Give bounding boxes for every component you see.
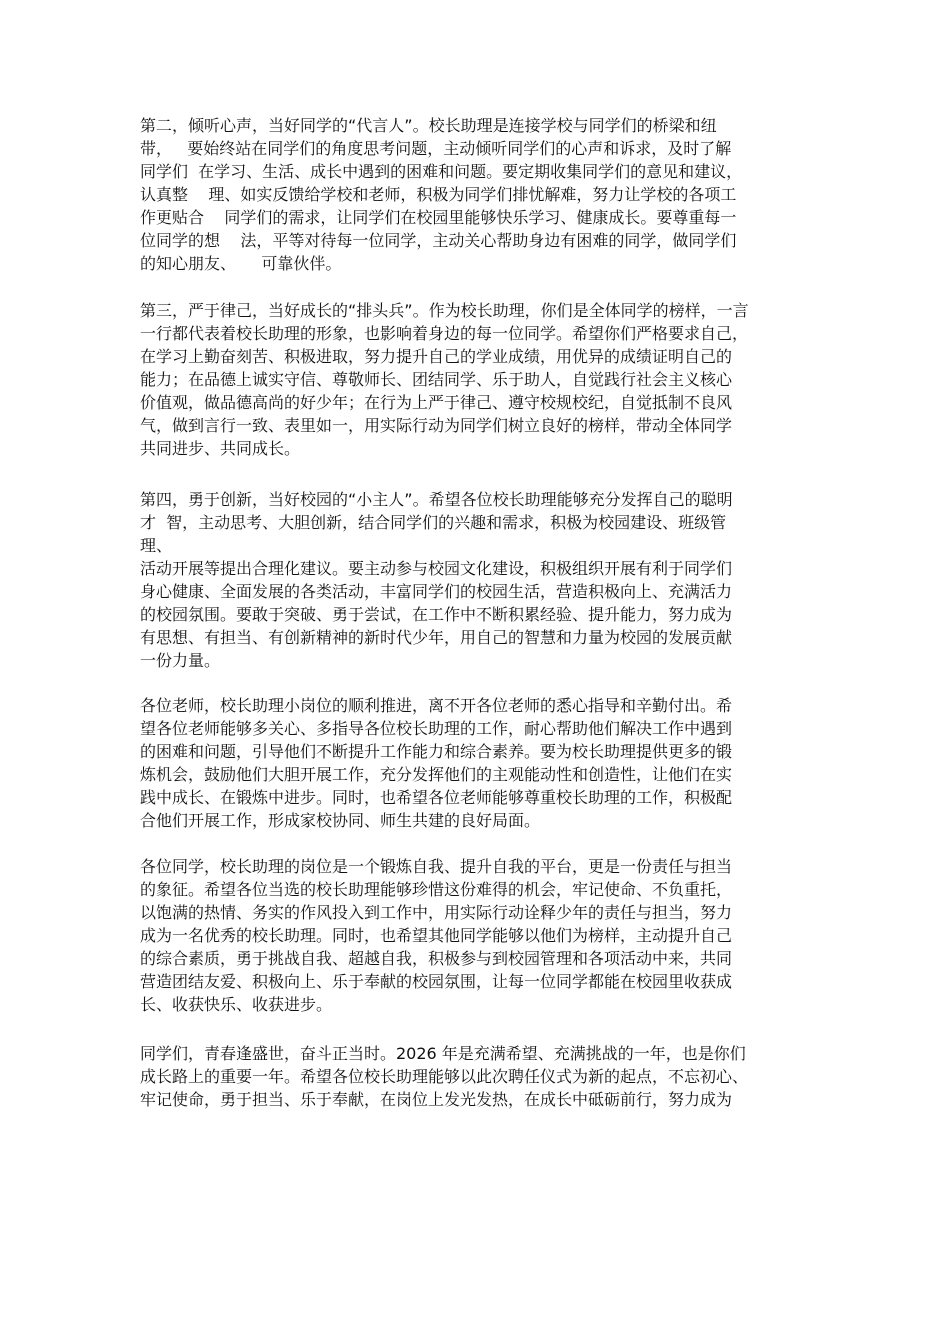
text-line: 才 智，主动思考、大胆创新，结合同学们的兴趣和需求，积极为校园建设、班级管 (140, 513, 727, 532)
text-line: 一行都代表着校长助理的形象，也影响着身边的每一位同学。希望你们严格要求自己， (140, 324, 749, 343)
text-line: 长、收获快乐、收获进步。 (140, 995, 333, 1014)
paragraph-innovate (140, 488, 733, 672)
text-line: 位同学的想 法，平等对待每一位同学，主动关心帮助身边有困难的同学，做同学们 (140, 231, 737, 250)
text-line: 有思想、有担当、有创新精神的新时代少年，用自己的智慧和力量为校园的发展贡献 (140, 628, 733, 647)
paragraph-listen (140, 114, 742, 275)
text-line: 同学们，青春逢盛世，奋斗正当时。2026 年是充满希望、充满挑战的一年，也是你们 (140, 1044, 746, 1063)
text-line: 在学习上勤奋刻苦、积极进取，努力提升自己的学业成绩，用优异的成绩证明自己的 (140, 347, 733, 366)
paragraph-teachers (140, 694, 732, 832)
paragraph-students (140, 855, 732, 1016)
text-line: 第二，倾听心声，当好同学的“代言人”。校长助理是连接学校与同学们的桥梁和纽 (140, 116, 717, 135)
text-line: 合他们开展工作，形成家校协同、师生共建的良好局面。 (140, 811, 541, 830)
text-line: 气，做到言行一致、表里如一，用实际行动为同学们树立良好的榜样，带动全体同学 (140, 416, 733, 435)
text-line: 各位老师，校长助理小岗位的顺利推进，离不开各位老师的悉心指导和辛勤付出。希 (140, 696, 733, 715)
text-line: 理、 (140, 536, 173, 555)
text-line: 成长路上的重要一年。希望各位校长助理能够以此次聘任仪式为新的起点，不忘初心、 (140, 1067, 749, 1086)
text-line: 的象征。希望各位当选的校长助理能够珍惜这份难得的机会，牢记使命、不负重托， (140, 880, 733, 899)
text-line: 共同进步、共同成长。 (140, 439, 301, 458)
text-line: 望各位老师能够多关心、多指导各位校长助理的工作，耐心帮助他们解决工作中遇到 (140, 719, 733, 738)
text-line: 的知心朋友、 可靠伙伴。 (140, 254, 342, 273)
text-line: 活动开展等提出合理化建议。要主动参与校园文化建设，积极组织开展有利于同学们 (140, 559, 733, 578)
text-line: 践中成长、在锻炼中进步。同时，也希望各位老师能够尊重校长助理的工作，积极配 (140, 788, 733, 807)
text-line: 营造团结友爱、积极向上、乐于奉献的校园氛围，让每一位同学都能在校园里收获成 (140, 972, 733, 991)
text-line: 各位同学，校长助理的岗位是一个锻炼自我、提升自我的平台，更是一份责任与担当 (140, 857, 733, 876)
text-line: 作更贴合 同学们的需求，让同学们在校园里能够快乐学习、健康成长。要尊重每一 (140, 208, 737, 227)
text-line: 以饱满的热情、务实的作风投入到工作中，用实际行动诠释少年的责任与担当，努力 (140, 903, 733, 922)
text-line: 身心健康、全面发展的各类活动，丰富同学们的校园生活，营造积极向上、充满活力 (140, 582, 733, 601)
text-line: 炼机会，鼓励他们大胆开展工作，充分发挥他们的主观能动性和创造性，让他们在实 (140, 765, 733, 784)
text-line: 认真整 理、如实反馈给学校和老师，积极为同学们排忧解难，努力让学校的各项工 (140, 185, 737, 204)
paragraph-discipline (140, 299, 749, 460)
text-line: 同学们 在学习、生活、成长中遇到的困难和问题。要定期收集同学们的意见和建议， (140, 162, 743, 181)
text-line: 的困难和问题，引导他们不断提升工作能力和综合素养。要为校长助理提供更多的锻 (140, 742, 733, 761)
text-line: 第三，严于律己，当好成长的“排头兵”。作为校长助理，你们是全体同学的榜样，一言 (140, 301, 749, 320)
paragraph-closing (140, 1042, 748, 1111)
text-line: 的校园氛围。要敢于突破、勇于尝试，在工作中不断积累经验、提升能力，努力成为 (140, 605, 733, 624)
text-line: 带， 要始终站在同学们的角度思考问题，主动倾听同学们的心声和诉求，及时了解 (140, 139, 732, 158)
text-line: 能力；在品德上诚实守信、尊敬师长、团结同学、乐于助人，自觉践行社会主义核心 (140, 370, 733, 389)
text-line: 的综合素质，勇于挑战自我、超越自我，积极参与到校园管理和各项活动中来，共同 (140, 949, 733, 968)
text-line: 第四，勇于创新，当好校园的“小主人”。希望各位校长助理能够充分发挥自己的聪明 (140, 490, 733, 509)
text-line: 一份力量。 (140, 651, 221, 670)
text-line: 成为一名优秀的校长助理。同时，也希望其他同学能够以他们为榜样，主动提升自己 (140, 926, 733, 945)
text-line: 牢记使命，勇于担当、乐于奉献，在岗位上发光发热，在成长中砥砺前行，努力成为 (140, 1090, 733, 1109)
text-line: 价值观，做品德高尚的好少年；在行为上严于律己、遵守校规校纪，自觉抵制不良风 (140, 393, 733, 412)
